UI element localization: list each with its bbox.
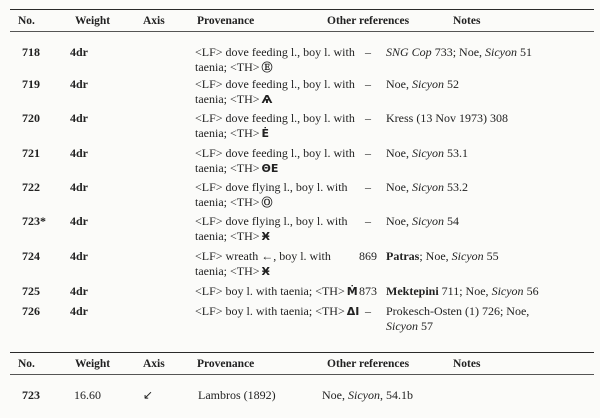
row-provenance bbox=[195, 284, 370, 299]
table2-other-italic: Sicyon bbox=[348, 388, 380, 402]
provenance-line-2 bbox=[195, 195, 273, 209]
notes-italic-2: Sicyon bbox=[412, 77, 444, 91]
notes-text: Noe, bbox=[386, 77, 412, 91]
provenance-line-1 bbox=[195, 180, 348, 194]
table2-other-plain: Noe, bbox=[322, 388, 348, 402]
row-number: 718 bbox=[22, 45, 40, 59]
provenance-line-1 bbox=[195, 214, 348, 228]
row-notes bbox=[386, 146, 594, 161]
monogram-icon: Ӿ bbox=[261, 265, 270, 278]
header2-notes: Notes bbox=[453, 358, 481, 370]
notes-bold: Patras bbox=[386, 249, 420, 263]
row-provenance bbox=[195, 304, 370, 319]
table2-weight: 16.60 bbox=[74, 388, 101, 402]
row-other-references: 869 bbox=[359, 249, 377, 263]
notes-italic-2: Sicyon bbox=[412, 214, 444, 228]
notes-italic-2: Sicyon bbox=[412, 180, 444, 194]
header2-weight: Weight bbox=[75, 358, 111, 370]
row-provenance bbox=[195, 249, 370, 279]
row-notes bbox=[386, 45, 594, 60]
provenance-text-2: taenia; <TH> bbox=[195, 161, 260, 175]
row-provenance bbox=[195, 77, 370, 107]
provenance-text-1: <LF> dove feeding l., boy l. with bbox=[195, 45, 355, 59]
notes-tail: 54 bbox=[444, 214, 459, 228]
provenance-text-2: taenia; <TH> bbox=[195, 195, 260, 209]
row-notes bbox=[386, 77, 594, 92]
provenance-text-1: <LF> boy l. with taenia; <TH> bbox=[195, 304, 345, 318]
header-notes: Notes bbox=[453, 15, 481, 27]
row-other-references: – bbox=[365, 45, 371, 59]
provenance-text-2: taenia; <TH> bbox=[195, 264, 260, 278]
notes-italic-2: Sicyon bbox=[451, 249, 484, 263]
provenance-text-1: <LF> dove flying l., boy l. with bbox=[195, 214, 348, 228]
provenance-line-2 bbox=[195, 92, 272, 106]
notes-text: Kress (13 Nov 1973) 308 bbox=[386, 111, 508, 125]
row-other-references: – bbox=[365, 214, 371, 228]
row-notes bbox=[386, 249, 594, 264]
row-notes bbox=[386, 214, 594, 229]
notes-text: Noe, bbox=[386, 146, 412, 160]
row-provenance bbox=[195, 146, 370, 176]
header2-no: No. bbox=[18, 358, 35, 370]
axis-arrow-icon: ↙ bbox=[143, 388, 154, 402]
row-other-references: – bbox=[365, 304, 371, 318]
notes-text: Prokesch-Osten (1) 726; Noe, bbox=[386, 304, 530, 318]
row-number: 725 bbox=[22, 284, 40, 298]
notes-text: 711; Noe, bbox=[438, 284, 492, 298]
notes-tail: 56 bbox=[523, 284, 539, 298]
row-other-references: – bbox=[365, 180, 371, 194]
monogram-icon: ΘE bbox=[261, 162, 279, 175]
provenance-line-1 bbox=[195, 77, 355, 91]
row-provenance bbox=[195, 45, 370, 75]
row-provenance bbox=[195, 111, 370, 141]
second-table-top-rule bbox=[10, 352, 594, 353]
table2-other-tail: , 54.1b bbox=[380, 388, 413, 402]
provenance-line-1 bbox=[195, 111, 355, 125]
row-weight: 4dr bbox=[70, 146, 88, 160]
row-weight: 4dr bbox=[70, 111, 88, 125]
notes-line2: 57 bbox=[418, 319, 433, 333]
row-weight: 4dr bbox=[70, 214, 88, 228]
row-weight: 4dr bbox=[70, 284, 88, 298]
monogram-icon: Ⓔ bbox=[261, 61, 273, 74]
provenance-text-2: taenia; <TH> bbox=[195, 126, 260, 140]
monogram-icon: Ӿ bbox=[261, 230, 270, 243]
header2-other-references: Other references bbox=[327, 358, 410, 370]
provenance-text-1: <LF> dove flying l., boy l. with bbox=[195, 180, 348, 194]
notes-italic-2: Sicyon bbox=[412, 146, 444, 160]
provenance-line-1 bbox=[195, 284, 358, 298]
provenance-line-2 bbox=[195, 126, 269, 140]
notes-tail: 53.2 bbox=[444, 180, 468, 194]
monogram-icon: Ѧ bbox=[261, 93, 273, 106]
provenance-line-2 bbox=[195, 161, 278, 175]
monogram-icon: ΔI bbox=[346, 305, 360, 318]
header-rule bbox=[10, 31, 594, 32]
provenance-text-2: taenia; <TH> bbox=[195, 229, 260, 243]
provenance-text-2: taenia; <TH> bbox=[195, 60, 260, 74]
row-number: 726 bbox=[22, 304, 40, 318]
row-other-references: – bbox=[365, 111, 371, 125]
row-number: 724 bbox=[22, 249, 40, 263]
provenance-text-1: <LF> dove feeding l., boy l. with bbox=[195, 111, 355, 125]
notes-tail: 55 bbox=[483, 249, 499, 263]
provenance-line-1 bbox=[195, 249, 331, 263]
header-axis: Axis bbox=[143, 15, 165, 27]
monogram-icon: Ṁ bbox=[346, 285, 358, 298]
header2-rule bbox=[10, 374, 594, 375]
provenance-line-2 bbox=[195, 229, 270, 243]
header-weight: Weight bbox=[75, 15, 111, 27]
row-number: 721 bbox=[22, 146, 40, 160]
row-number: 719 bbox=[22, 77, 40, 91]
provenance-text-1: <LF> dove feeding l., boy l. with bbox=[195, 77, 355, 91]
top-rule bbox=[10, 9, 594, 10]
table2-provenance: Lambros (1892) bbox=[198, 388, 276, 402]
row-notes bbox=[386, 284, 594, 299]
notes-text: ; Noe, bbox=[419, 249, 452, 263]
table2-other-references bbox=[322, 388, 413, 403]
row-number: 722 bbox=[22, 180, 40, 194]
notes-tail: 52 bbox=[444, 77, 459, 91]
row-other-references: – bbox=[365, 146, 371, 160]
provenance-text-1: <LF> wreath ←, boy l. with bbox=[195, 249, 331, 263]
provenance-line-2 bbox=[195, 60, 273, 74]
header2-provenance: Provenance bbox=[197, 358, 255, 370]
row-notes bbox=[386, 180, 594, 195]
provenance-text-2: taenia; <TH> bbox=[195, 92, 260, 106]
row-other-references: 873 bbox=[359, 284, 377, 298]
header2-axis: Axis bbox=[143, 358, 165, 370]
notes-line2-italic: Sicyon bbox=[386, 319, 418, 333]
notes-text: Noe, bbox=[386, 180, 412, 194]
notes-italic: SNG Cop bbox=[386, 45, 432, 59]
row-provenance bbox=[195, 214, 370, 244]
row-provenance bbox=[195, 180, 370, 210]
row-weight: 4dr bbox=[70, 249, 88, 263]
row-weight: 4dr bbox=[70, 180, 88, 194]
notes-text: 733; Noe, bbox=[431, 45, 486, 59]
provenance-line-2 bbox=[195, 264, 270, 278]
monogram-icon: Ė bbox=[261, 127, 270, 140]
provenance-line-1 bbox=[195, 45, 355, 59]
row-weight: 4dr bbox=[70, 45, 88, 59]
row-number: 720 bbox=[22, 111, 40, 125]
notes-italic-2: Sicyon bbox=[491, 284, 524, 298]
provenance-text-1: <LF> dove feeding l., boy l. with bbox=[195, 146, 355, 160]
monogram-icon: Ⓞ bbox=[261, 196, 273, 209]
notes-text: Noe, bbox=[386, 214, 412, 228]
notes-tail: 51 bbox=[517, 45, 533, 59]
header-no: No. bbox=[18, 15, 35, 27]
header-other-references: Other references bbox=[327, 15, 410, 27]
row-other-references: – bbox=[365, 77, 371, 91]
notes-bold: Mektepini bbox=[386, 284, 439, 298]
notes-italic-2: Sicyon bbox=[485, 45, 518, 59]
row-weight: 4dr bbox=[70, 304, 88, 318]
row-weight: 4dr bbox=[70, 77, 88, 91]
table2-no: 723 bbox=[22, 388, 40, 402]
row-notes bbox=[386, 304, 594, 334]
row-number: 723* bbox=[22, 214, 46, 228]
provenance-line-1 bbox=[195, 146, 355, 160]
notes-tail: 53.1 bbox=[444, 146, 468, 160]
header-provenance: Provenance bbox=[197, 15, 255, 27]
row-notes bbox=[386, 111, 594, 126]
provenance-text-1: <LF> boy l. with taenia; <TH> bbox=[195, 284, 345, 298]
provenance-line-1 bbox=[195, 304, 359, 318]
